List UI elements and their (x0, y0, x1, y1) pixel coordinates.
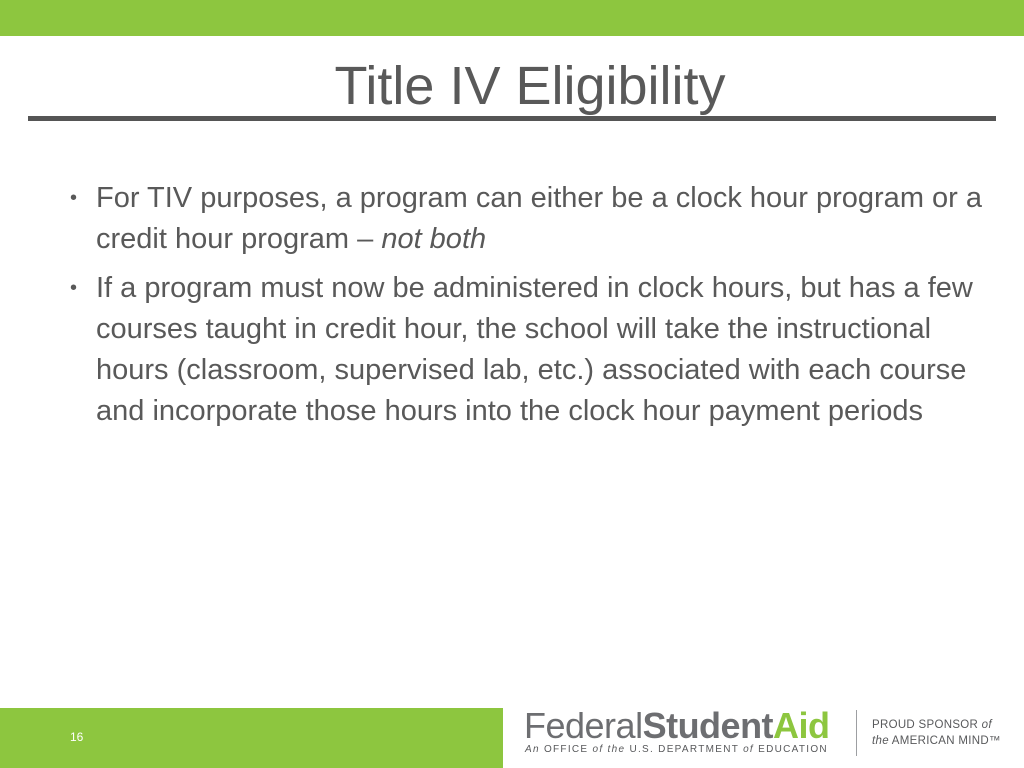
federal-student-aid-logo (524, 705, 844, 760)
logo-wordmark: FederalStudentAid (524, 705, 830, 746)
bullet-item (68, 268, 988, 432)
bullet-dot-icon: • (70, 277, 78, 299)
logo-divider (856, 710, 857, 756)
top-accent-bar (0, 0, 1024, 36)
sponsor-line-1: PROUD SPONSOR of (872, 719, 992, 731)
logo-tagline: An OFFICE of the U.S. DEPARTMENT of EDUCATION (525, 744, 828, 755)
bullet-text: For TIV purposes, a program can either be a clock hour program or a credit hour program – (96, 182, 983, 255)
bullet-item (68, 178, 988, 260)
bullet-emphasis: not both (381, 223, 487, 255)
sponsor-text (872, 717, 1001, 749)
bullet-dot-icon: • (70, 187, 78, 209)
bullet-list (68, 178, 988, 440)
slide-title: Title IV Eligibility (334, 56, 726, 116)
title-underline (28, 116, 996, 121)
bullet-text: If a program must now be administered in clock hours, but has a few courses taught in credit hour, the school will take the instructional hours (classroom, supervised lab, etc.) associated with each course and incorporate those hours into the clock hour payment periods (96, 272, 973, 427)
page-number: 16 (70, 730, 84, 744)
sponsor-line-2: the AMERICAN MIND™ (872, 735, 1001, 747)
